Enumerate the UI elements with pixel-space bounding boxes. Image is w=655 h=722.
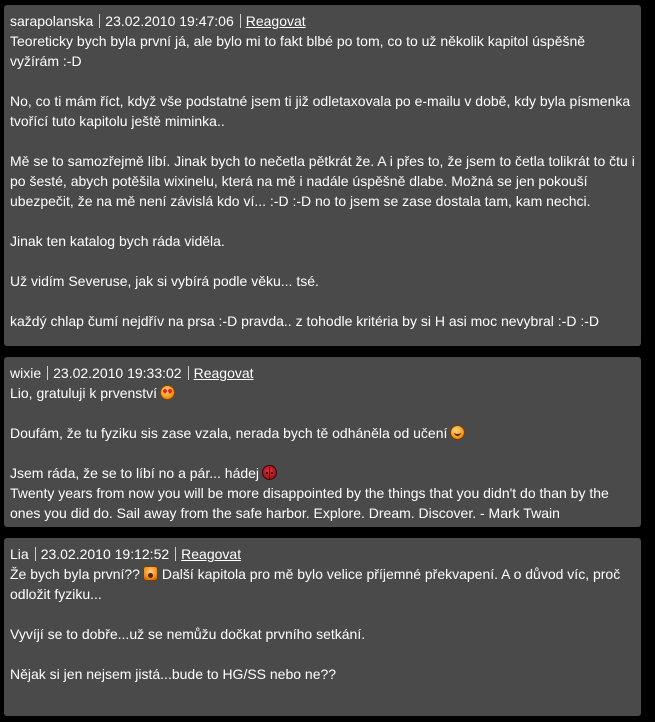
comment-paragraph: Jinak ten katalog bych ráda viděla. [10,233,225,249]
comment-body [10,31,635,331]
comment-paragraph [10,383,635,403]
meta-separator [175,547,176,561]
comment-body [10,383,635,523]
comment-paragraph: Nějak si jen nejsem jistá...bude to HG/SS nebo ne?? [10,666,337,682]
comment-meta [10,544,635,564]
comment-text: Lio, gratuluji k prvenství [10,385,158,401]
comment-datetime: 23.02.2010 19:12:52 [40,546,170,562]
comment-text: Že bych byla první?? [10,566,140,582]
comment-paragraph [10,423,635,443]
comment-meta [10,11,635,31]
meta-separator [240,14,241,28]
comment-signature: Twenty years from now you will be more disappointed by the things that you didn't do than by the ones you did do. Sail away from the safe harbor. Explore. Dream. Discover. - Mark Twain [10,485,609,521]
comment-paragraph: Mě se to samozřejmě líbí. Jinak bych to nečetla pětkrát že. A i přes to, že jsem to četla tolikrát to čtu i po šesté, abych potěšila wixinelu, která na mě i nadále úspěšně dlabe. Možná se jen pokouší ubezpečit, že na mě není závislá kdo ví... :-D :-D no to jsem se zase dostala tam, kam nechci. [10,153,635,209]
comment-wixie [4,357,641,527]
meta-separator [35,547,36,561]
comment-text: Doufám, že tu fyziku sis zase vzala, nerada bych tě odháněla od učení [10,425,448,441]
comment-paragraph [10,463,635,483]
comment-body [10,564,635,684]
shocked-smiley-icon [143,566,158,581]
meta-separator [188,366,189,380]
in-love-smiley-icon [160,385,175,400]
comment-paragraph: Teoreticky bych byla první já, ale bylo mi to fakt blbé po tom, co to už několik kapitol úspěšně vyžírám :-D [10,33,586,69]
comment-paragraph: každý chlap čumí nejdřív na prsa :-D pravda.. z tohodle kritéria by si H asi moc nevybral :-D :-D [10,313,599,329]
comment-author: Lia [10,546,29,562]
comment-paragraph: Už vidím Severuse, jak si vybírá podle věku... tsé. [10,273,319,289]
comment-author: wixie [10,365,42,381]
comment-lia [4,538,641,716]
comment-text: Další kapitola pro mě bylo velice příjemné překvapení. A o důvod víc, proč odložit fyziku... [10,566,621,602]
reply-link[interactable]: Reagovat [193,365,254,381]
comment-author: sarapolanska [10,13,94,29]
comment-datetime: 23.02.2010 19:33:02 [53,365,182,381]
comment-meta [10,363,635,383]
meta-separator [47,366,48,380]
blushing-smiley-icon [450,425,465,440]
ladybug-icon [262,465,277,480]
comment-datetime: 23.02.2010 19:47:06 [105,13,234,29]
comment-text: Jsem ráda, že se to líbí no a pár... hádej [10,465,260,481]
comment-paragraph: No, co ti mám říct, když vše podstatné jsem ti již odletaxovala po e-mailu v době, kdy byla písmenka tvořící tuto kapitolu ještě miminka.. [10,93,631,129]
reply-link[interactable]: Reagovat [245,13,306,29]
comment-paragraph: Vyvíjí se to dobře...už se nemůžu dočkat prvního setkání. [10,626,366,642]
meta-separator [99,14,100,28]
reply-link[interactable]: Reagovat [181,546,242,562]
comment-sarapolanska [4,5,641,346]
comment-paragraph [10,564,635,604]
